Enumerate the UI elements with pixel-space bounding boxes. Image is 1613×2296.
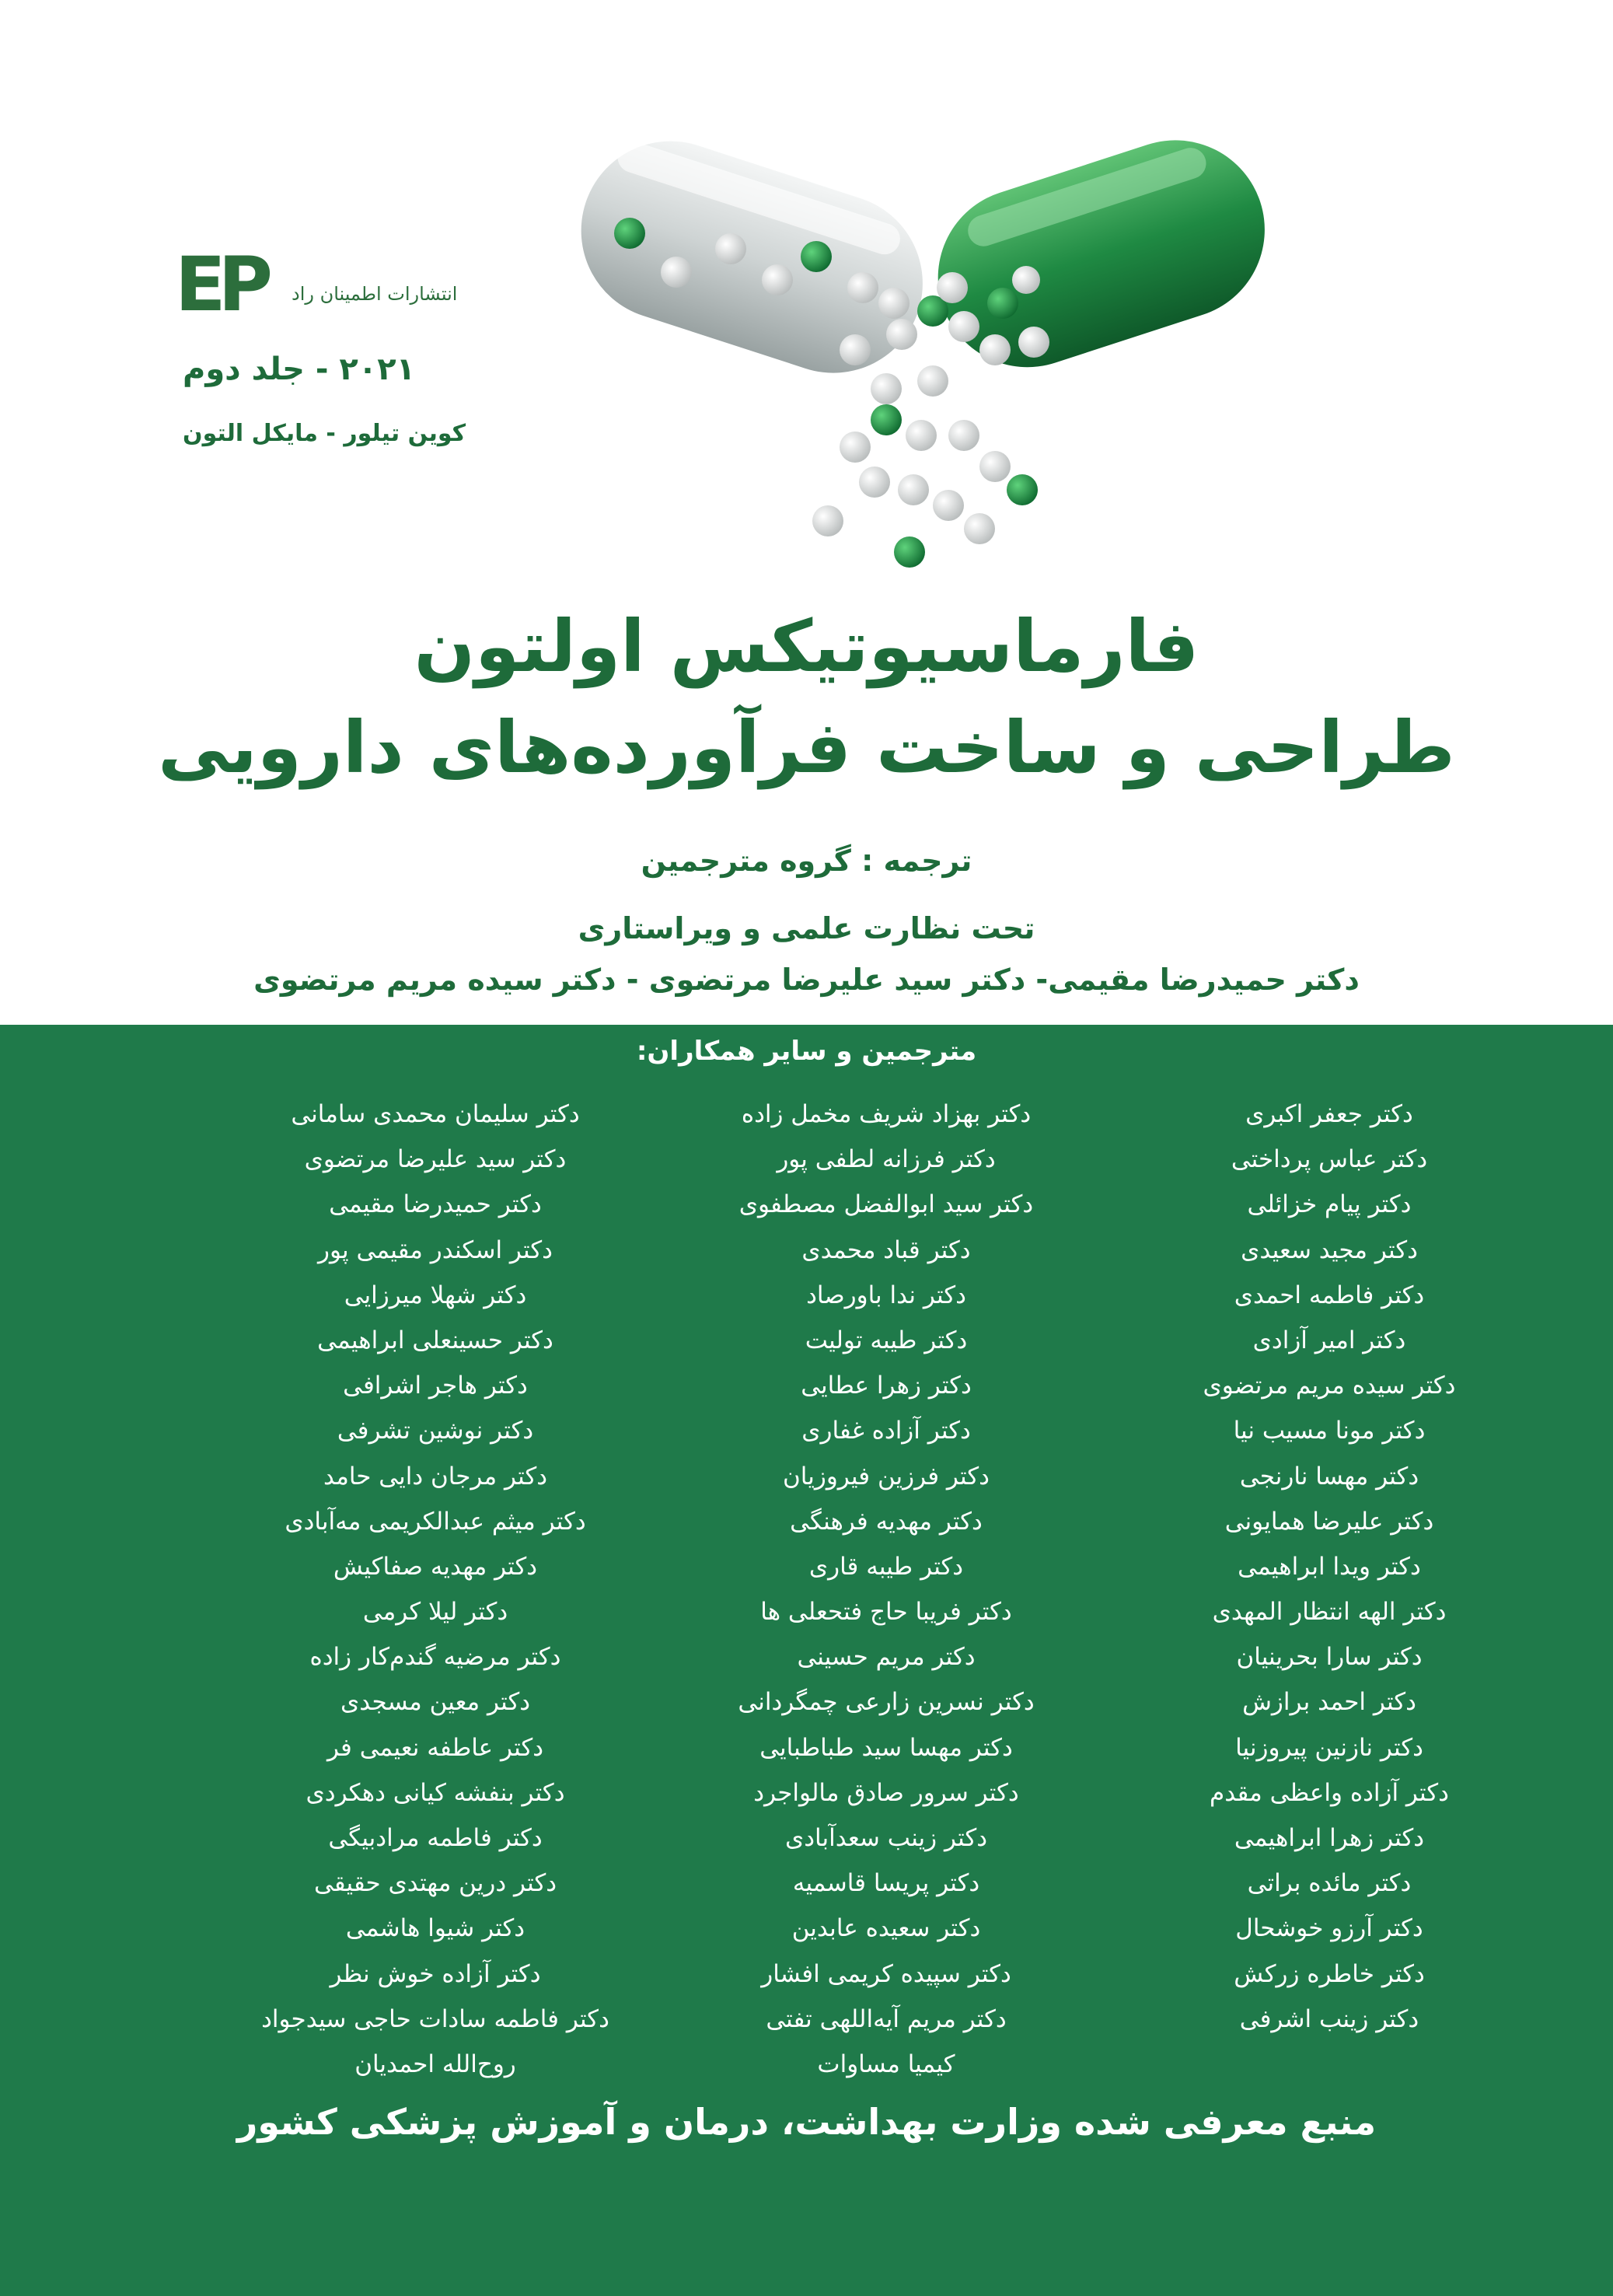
translator-name: دکتر نوشین تشرفی: [337, 1417, 534, 1445]
book-title-line1: فارماسیوتیکس اولتون: [414, 605, 1199, 688]
translator-name: دکتر زینب سعدآبادی: [784, 1824, 988, 1852]
translator-name: دکتر آزاده غفاری: [801, 1417, 971, 1445]
translator-name: دکتر شهلا میرزایی: [344, 1281, 527, 1309]
translator-name: دکتر مونا مسیب نیا: [1233, 1417, 1426, 1445]
translator-name: دکتر عباس پرداختی: [1231, 1145, 1428, 1174]
translator-name: دکتر مهدیه فرهنگی: [790, 1507, 983, 1536]
translator-name: دکتر طیبه قاری: [808, 1552, 964, 1581]
translator-name: دکتر طیبه تولیت: [805, 1326, 968, 1354]
translator-name: دکتر زهرا عطایی: [801, 1372, 972, 1400]
translator-name: دکتر بنفشه کیانی دهکردی: [305, 1778, 565, 1807]
translator-name: دکتر مریم حسینی: [797, 1643, 976, 1672]
translator-name: دکتر لیلا کرمی: [362, 1598, 508, 1627]
translator-name: دکتر عاطفه نعیمی فر: [326, 1733, 544, 1762]
translator-name: دکتر معین مسجدی: [340, 1688, 531, 1717]
translator-name: دکتر قباد محمدی: [801, 1235, 971, 1264]
translator-name: دکتر فرزین فیروزیان: [783, 1462, 990, 1490]
translator-name: دکتر فاطمه احمدی: [1234, 1281, 1425, 1309]
translator-name: دکتر سید علیرضا مرتضوی: [304, 1145, 567, 1174]
translator-name: دکتر فریبا حاج فتحعلی ها: [760, 1598, 1012, 1627]
footer-endorsement: منبع معرفی شده وزارت بهداشت، درمان و آموزش پزشکی کشور: [236, 2101, 1377, 2143]
editors-credit: دکتر حمیدرضا مقیمی- دکتر سید علیرضا مرتضوی - دکتر سیده مریم مرتضوی: [253, 963, 1360, 997]
translator-name: دکتر آزاده خوش نظر: [330, 1959, 541, 1988]
translator-name: دکتر فرزانه لطفی پور: [777, 1145, 996, 1174]
translator-name: دکتر سرور صادق مالواجرد: [753, 1778, 1019, 1807]
translator-name: دکتر آزاده واعظی مقدم: [1210, 1778, 1449, 1807]
original-authors: کوین تیلور - مایکل التون: [183, 420, 466, 447]
translator-name: دکتر اسکندر مقیمی پور: [318, 1235, 553, 1264]
translator-name: دکتر مرضیه گندم‌کار زاده: [309, 1643, 561, 1672]
translator-name: دکتر مائده براتی: [1247, 1869, 1412, 1898]
publisher-logo-mark: EP: [175, 241, 265, 328]
translator-name: دکتر مهسا سید طباطبایی: [759, 1733, 1013, 1762]
translator-name: دکتر بهزاد شریف مخمل زاده: [741, 1100, 1032, 1128]
translator-name: دکتر احمد برازش: [1242, 1688, 1416, 1717]
translator-name: دکتر هاجر اشرافی: [343, 1372, 528, 1400]
translator-name: دکتر شیوا هاشمی: [345, 1914, 525, 1943]
translator-name: دکتر جعفر اکبری: [1245, 1100, 1413, 1128]
translator-name: دکتر خاطره زرکش: [1234, 1959, 1425, 1988]
translator-name: دکتر پیام خزائلی: [1247, 1190, 1412, 1219]
translator-name: دکتر فاطمه سادات حاجی سیدجواد: [261, 2004, 609, 2033]
translator-name: دکتر سارا بحرینیان: [1236, 1643, 1423, 1672]
translator-name: دکتر سپیده کریمی افشار: [761, 1959, 1011, 1988]
capsule-illustration: [544, 93, 1283, 591]
translator-name: دکتر سیده مریم مرتضوی: [1203, 1372, 1456, 1400]
translator-name: دکتر آرزو خوشحال: [1235, 1914, 1423, 1943]
translators-column-left: [194, 1092, 676, 2087]
publisher-logo: [175, 241, 458, 348]
year-volume-label: ۲۰۲۱ - جلد دوم: [183, 351, 416, 387]
translator-name: دکتر میثم عبدالکریمی مه‌آبادی: [285, 1507, 586, 1536]
translator-name: دکتر ویدا ابراهیمی: [1238, 1552, 1421, 1581]
translator-name: دکتر حمیدرضا مقیمی: [329, 1190, 542, 1219]
translator-name: دکتر سلیمان محمدی سامانی: [291, 1100, 580, 1128]
translator-name: دکتر سعیده عابدین: [791, 1914, 981, 1943]
translator-name: دکتر مریم آیه‌اللهی تفتی: [766, 2004, 1007, 2033]
translator-name: دکتر درین مهتدی حقیقی: [313, 1869, 557, 1898]
translator-name: دکتر سید ابوالفضل مصطفوی: [738, 1190, 1034, 1219]
translator-name: دکتر مجید سعیدی: [1241, 1235, 1418, 1264]
translator-name: دکتر زینب اشرفی: [1239, 2004, 1419, 2033]
translator-name: دکتر علیرضا همایونی: [1224, 1507, 1434, 1536]
translator-name: دکتر فاطمه مرادبیگی: [328, 1824, 543, 1852]
publisher-name: انتشارات اطمینان راد: [292, 283, 458, 305]
translator-name: دکتر نسرین زارعی چمگردانی: [738, 1688, 1035, 1717]
translators-column-middle: [669, 1092, 1104, 2087]
translator-name: دکتر امیر آزادی: [1252, 1326, 1406, 1354]
translator-name: روح‌الله احمدیان: [354, 2050, 516, 2078]
translator-name: دکتر زهرا ابراهیمی: [1234, 1824, 1425, 1852]
translator-name: دکتر پریسا قاسمیه: [792, 1869, 980, 1898]
translator-name: دکتر نازنین پیروزنیا: [1235, 1733, 1423, 1762]
book-title-line2: طراحی و ساخت فرآورده‌های دارویی: [158, 706, 1455, 789]
translator-name: دکتر مهسا نارنجی: [1239, 1462, 1419, 1490]
translator-name: دکتر الهه انتظار المهدی: [1212, 1598, 1447, 1627]
supervision-credit: تحت نظارت علمی و ویراستاری: [578, 911, 1035, 945]
translator-name: دکتر حسینعلی ابراهیمی: [317, 1326, 553, 1354]
translator-name: دکتر ندا باورصاد: [806, 1281, 966, 1309]
translator-name: دکتر مهدیه صفاکیش: [333, 1552, 538, 1581]
translators-column-right: [1127, 1092, 1531, 2042]
translators-heading: مترجمین و سایر همکاران:: [636, 1036, 977, 1067]
translator-name: دکتر مرجان دایی حامد: [323, 1462, 548, 1490]
translation-credit: ترجمه : گروه مترجمین: [641, 844, 972, 878]
translator-name: کیمیا مساوات: [817, 2050, 955, 2078]
